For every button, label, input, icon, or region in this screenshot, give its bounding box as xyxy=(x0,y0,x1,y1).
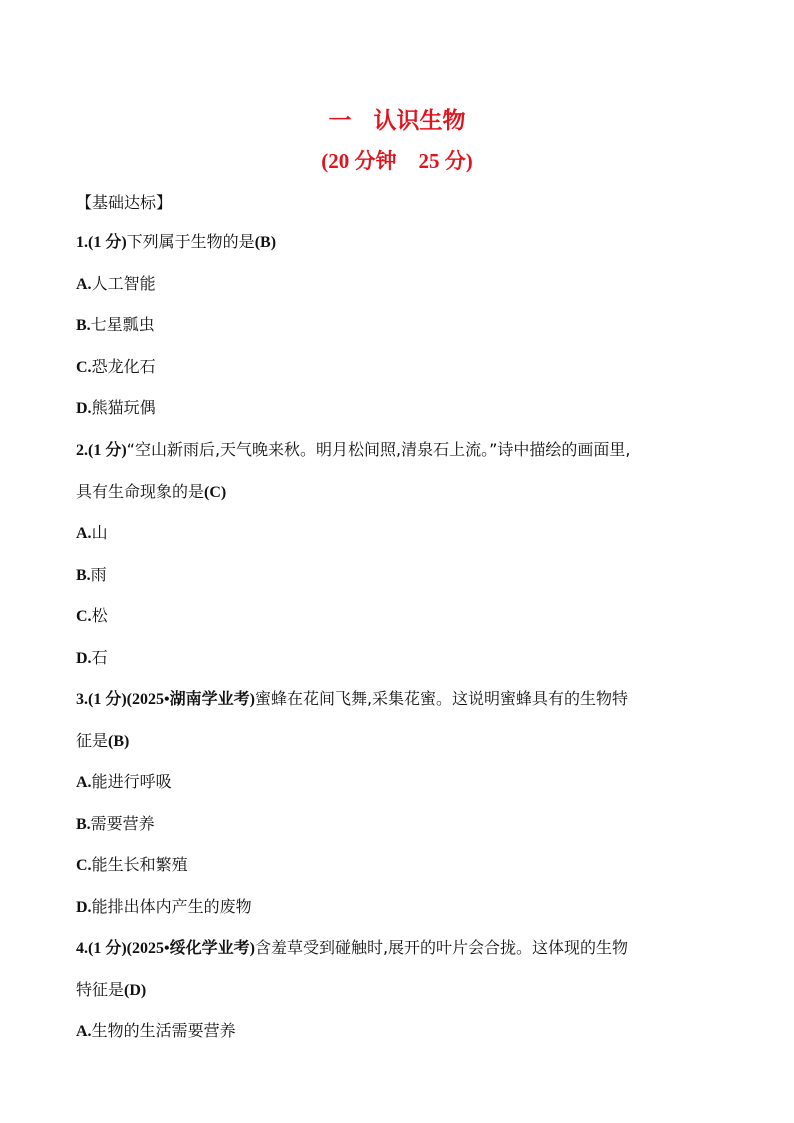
question-2-stem-line-1: 2.(1 分)“空山新雨后,天气晚来秋。明月松间照,清泉石上流。”诗中描绘的画面里, xyxy=(76,440,631,459)
question-3-option-d: D.能排出体内产生的废物 xyxy=(76,897,252,916)
question-2-option-d: D.石 xyxy=(76,648,108,667)
question-1-option-b: B.七星瓢虫 xyxy=(76,315,155,334)
question-2-option-c: C.松 xyxy=(76,606,108,625)
question-3-option-c: C.能生长和繁殖 xyxy=(76,855,188,874)
question-2-answer: (C) xyxy=(204,484,227,501)
question-3-answer: (B) xyxy=(108,733,130,750)
subtitle-close-paren: ) xyxy=(465,149,473,173)
title-text: 认识生物 xyxy=(373,108,466,134)
question-1-answer: (B) xyxy=(254,234,277,251)
subtitle-time-unit: 分钟 xyxy=(354,149,397,173)
question-3-stem-line-2: 征是(B) xyxy=(76,731,130,750)
subtitle-score-number: 25 xyxy=(418,149,440,173)
question-2-option-a: A.山 xyxy=(76,523,108,542)
question-4-option-a: A.生物的生活需要营养 xyxy=(76,1021,236,1040)
question-1-option-d: D.熊猫玩偶 xyxy=(76,398,156,417)
page-title xyxy=(0,102,794,135)
subtitle-time-number: 20 xyxy=(328,149,350,173)
question-2-option-b: B.雨 xyxy=(76,565,107,584)
subtitle-score-unit: 分 xyxy=(444,149,466,173)
section-label: 【基础达标】 xyxy=(76,193,173,212)
question-4-source: (2025•绥化学业考) xyxy=(126,940,255,957)
question-1-option-a: A.人工智能 xyxy=(76,274,156,293)
question-2-stem-line-2: 具有生命现象的是(C) xyxy=(76,482,227,501)
question-4-stem-line-2: 特征是(D) xyxy=(76,980,147,999)
question-1-stem: 1.(1 分)下列属于生物的是(B) xyxy=(76,232,277,251)
question-3-option-b: B.需要营养 xyxy=(76,814,155,833)
subtitle-open-paren: ( xyxy=(321,149,329,173)
question-3-stem-line-1: 3.(1 分)(2025•湖南学业考)蜜蜂在花间飞舞,采集花蜜。这说明蜜蜂具有的生物特 xyxy=(76,689,629,708)
page-subtitle xyxy=(0,145,794,175)
question-3-option-a: A.能进行呼吸 xyxy=(76,772,172,791)
title-number: 一 xyxy=(328,108,352,134)
question-1-option-c: C.恐龙化石 xyxy=(76,357,156,376)
question-4-answer: (D) xyxy=(124,982,147,999)
question-4-stem-line-1: 4.(1 分)(2025•绥化学业考)含羞草受到碰触时,展开的叶片会合拢。这体现的生物 xyxy=(76,938,629,957)
question-3-source: (2025•湖南学业考) xyxy=(126,691,255,708)
